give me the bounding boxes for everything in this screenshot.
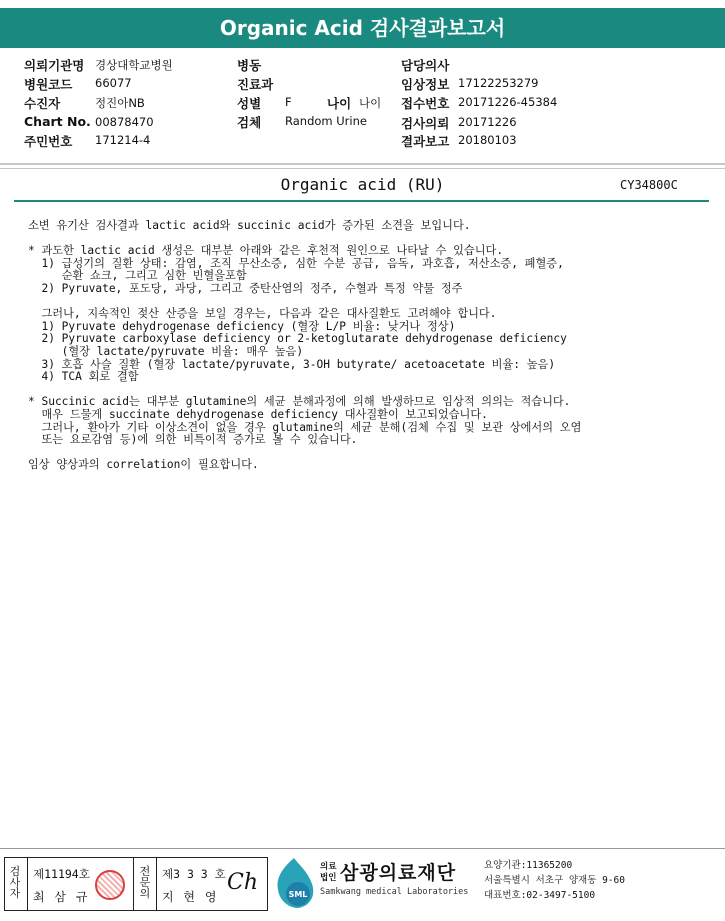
- specialist-number: 제3 3 3 호: [162, 867, 226, 881]
- test-name: Organic acid (RU): [280, 175, 445, 194]
- value-receipt-no: 20171226-45384: [458, 95, 558, 109]
- report-line: 4) TCA 회로 결함: [28, 370, 139, 384]
- divider: [0, 163, 725, 165]
- value-age: 나이: [359, 96, 382, 110]
- value-patient: 정진아NB: [95, 96, 145, 110]
- report-line: 순환 쇼크, 그리고 심한 빈혈을포함: [28, 269, 247, 283]
- value-clinical-info: 17122253279: [458, 76, 539, 90]
- label-patient: 수진자: [24, 96, 61, 111]
- label-hospital-code: 병원코드: [24, 77, 73, 92]
- report-line: 또는 요로감염 등)에 의한 비특이적 증가로 볼 수 있습니다.: [28, 433, 358, 447]
- section-divider: [14, 200, 709, 202]
- organization-name: 삼광의료재단: [340, 862, 457, 884]
- report-line: 매우 드물게 succinate dehydrogenase deficiency 대사질환이 보고되었습니다.: [28, 407, 488, 421]
- logo-text: SML: [288, 890, 308, 899]
- report-line: (혈장 lactate/pyruvate 비율: 매우 높음): [28, 344, 304, 358]
- value-sex: F: [285, 95, 292, 109]
- label-receipt-no: 접수번호: [401, 96, 450, 111]
- signature: Ch: [227, 870, 259, 895]
- org-prefix-1: 의료: [320, 862, 337, 872]
- report-title: Organic Acid 검사결과보고서: [0, 8, 725, 48]
- signature-box: [4, 857, 268, 911]
- value-chart-no: 00878470: [95, 115, 154, 129]
- value-specimen: Random Urine: [285, 114, 367, 128]
- patient-info-block: [0, 52, 725, 164]
- label-result-report: 결과보고: [401, 134, 450, 149]
- org-phone: 대표번호:02-3497-5100: [484, 890, 596, 901]
- report-line: 소변 유기산 검사결과 lactic acid와 succinic acid가 증가된 소견을 보입니다.: [28, 219, 471, 232]
- report-line: * Succinic acid는 대부분 glutamine의 세균 분해과정에 의해 발생하므로 임상적 의의는 적습니다.: [28, 395, 571, 409]
- value-result-report: 20180103: [458, 133, 517, 147]
- org-prefix-2: 법인: [320, 873, 337, 883]
- report-body: [28, 220, 708, 472]
- report-line: 임상 양상과의 correlation이 필요합니다.: [28, 458, 259, 472]
- label-sex: 성별: [237, 96, 262, 111]
- label-department: 진료과: [237, 77, 274, 92]
- label-physician: 담당의사: [401, 58, 450, 73]
- footer-divider: [0, 848, 725, 849]
- test-code: CY34800C: [620, 178, 678, 192]
- report-line: * 과도한 lactic acid 생성은 대부분 아래와 같은 후천적 원인으로 나타날 수 있습니다.: [28, 244, 504, 258]
- report-line: 3) 호흡 사슬 질환 (혈장 lactate/pyruvate, 3-OH butyrate/ acetoacetate 비율: 높음): [28, 357, 556, 371]
- label-ward: 병동: [237, 58, 262, 73]
- report-line: 1) Pyruvate dehydrogenase deficiency (혈장 L/P 비율: 낮거나 정상): [28, 319, 456, 333]
- label-age: 나이: [327, 96, 352, 111]
- examiner-name: 최 삼 규: [33, 890, 91, 904]
- report-line: 2) Pyruvate carboxylase deficiency or 2-ketoglutarate dehydrogenase deficiency: [28, 332, 567, 346]
- report-line: 1) 급성기의 질환 상태: 감염, 조직 무산소증, 심한 수분 공급, 음독, 과호흡, 저산소증, 폐혈증,: [28, 256, 564, 270]
- specialist-label: 전문의: [139, 865, 151, 900]
- label-requesting-institution: 의뢰기관명: [24, 58, 85, 73]
- label-specimen: 검체: [237, 115, 262, 130]
- report-footer: [0, 852, 725, 914]
- value-requesting-institution: 경상대학교병원: [95, 58, 173, 72]
- value-test-request: 20171226: [458, 115, 517, 129]
- org-institution-code: 요양기관:11365200: [484, 860, 573, 871]
- divider: [0, 168, 725, 169]
- specialist-name: 지 현 영: [162, 890, 220, 904]
- label-resident-no: 주민번호: [24, 134, 73, 149]
- label-clinical-info: 임상정보: [401, 77, 450, 92]
- report-line: 그러나, 환아가 기타 이상소견이 없을 경우 glutamine의 세균 분해(검체 수집 및 보관 상에서의 오염: [28, 420, 582, 434]
- label-test-request: 검사의뢰: [401, 116, 450, 131]
- report-line: 2) Pyruvate, 포도당, 과당, 그리고 중탄산염의 정주, 수혈과 특정 약물 정주: [28, 281, 463, 295]
- value-resident-no: 171214-4: [95, 133, 151, 147]
- seal-stamp: [95, 870, 125, 900]
- organization-english-name: Samkwang medical Laboratories: [320, 887, 469, 897]
- examiner-number: 제11194호: [33, 867, 90, 881]
- label-chart-no: Chart No.: [24, 114, 91, 129]
- report-line: 그러나, 지속적인 젖산 산증을 보일 경우는, 다음과 같은 대사질환도 고려해야 합니다.: [28, 307, 497, 321]
- org-address: 서울특별시 서초구 양재동 9-60: [484, 875, 625, 886]
- examiner-label: 검사자: [9, 865, 21, 900]
- value-hospital-code: 66077: [95, 76, 132, 90]
- sml-logo-icon: [270, 856, 318, 912]
